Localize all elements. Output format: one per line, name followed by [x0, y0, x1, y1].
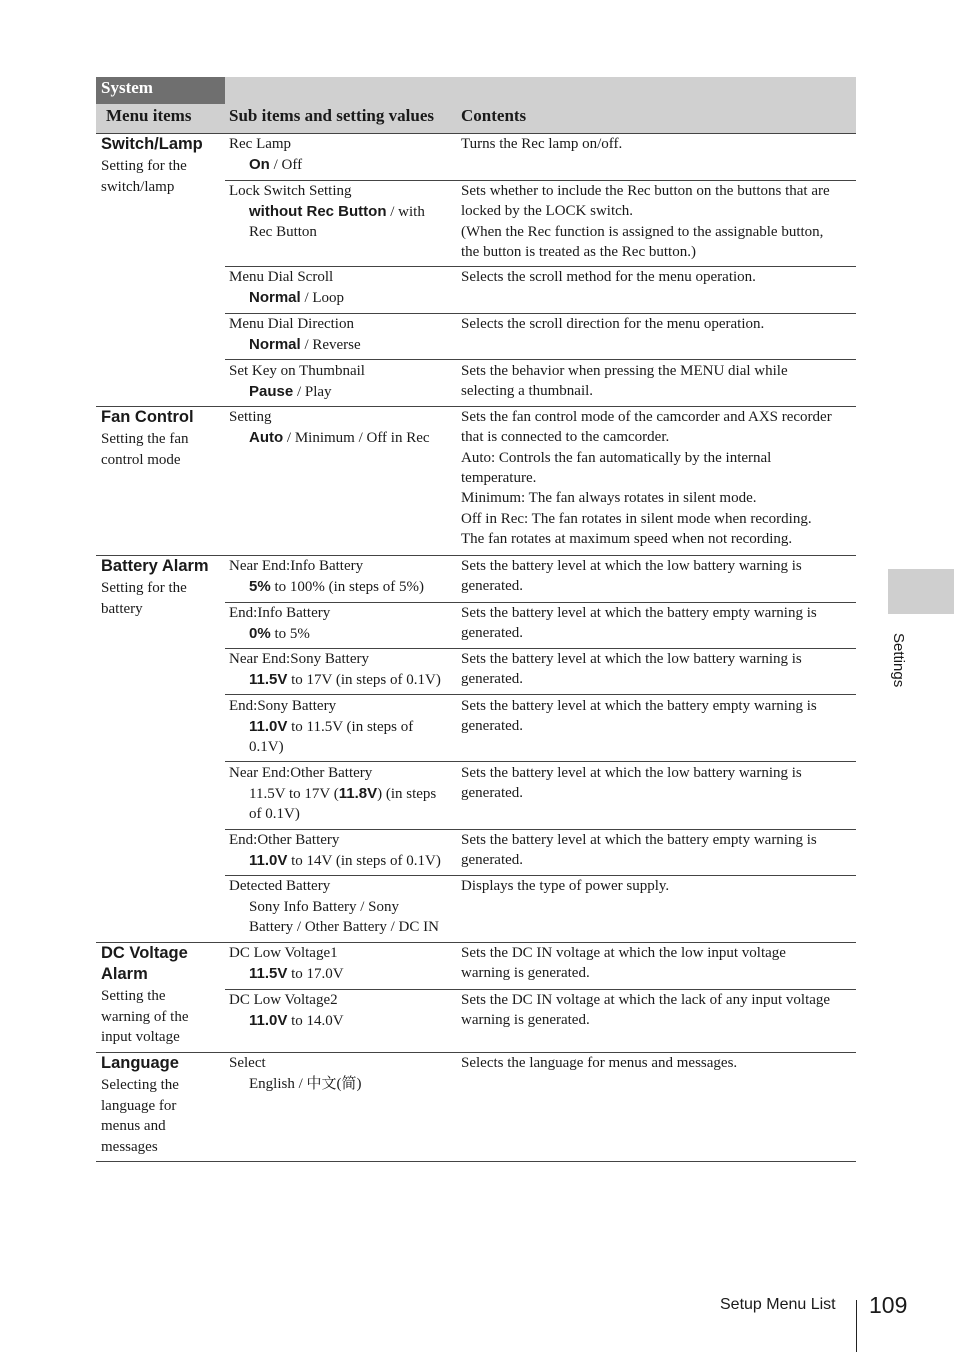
- header-menu-items: Menu items: [106, 106, 192, 125]
- group-description: Setting for the: [101, 580, 187, 596]
- setting-values-cont: of 0.1V): [249, 806, 300, 822]
- contents-line: Minimum: The fan always rotates in silent mode.: [461, 490, 757, 507]
- value-options: / Reverse: [300, 336, 361, 353]
- sub-item-name: End:Sony Battery: [229, 698, 337, 714]
- sub-item-name: Select: [229, 1055, 266, 1071]
- setting-values: [249, 428, 430, 449]
- group-description: language for: [101, 1097, 177, 1114]
- value-options: / Off: [269, 156, 303, 173]
- contents-line: The fan rotates at maximum speed when not recording.: [461, 530, 793, 547]
- setting-values: [249, 624, 310, 645]
- sub-item-name: Near End:Sony Battery: [229, 651, 369, 667]
- default-value: Pause: [249, 382, 294, 400]
- value-options: to 100% (in steps of 5%): [270, 578, 424, 595]
- group-title: Switch/Lamp: [101, 135, 203, 153]
- setting-values: [249, 1074, 362, 1095]
- contents-line: generated.: [461, 625, 524, 642]
- section-tab-label: Settings: [890, 633, 907, 688]
- contents-line: Selects the language for menus and messages.: [461, 1055, 738, 1071]
- setting-values-cont: Battery / Other Battery / DC IN: [249, 919, 439, 935]
- default-value: without Rec Button: [249, 202, 387, 220]
- contents-line: Sets the battery level at which the low battery warning is: [461, 651, 802, 667]
- setting-values-cont: Rec Button: [249, 224, 317, 240]
- setting-values: [249, 382, 332, 403]
- contents-line: Sets the battery level at which the battery empty warning is: [461, 832, 817, 848]
- contents-line: warning is generated.: [461, 1012, 590, 1029]
- value-options: ) (in steps: [377, 785, 437, 802]
- contents-line: selecting a thumbnail.: [461, 383, 594, 400]
- contents-line: Selects the scroll method for the menu operation.: [461, 269, 756, 285]
- setting-values-cont: 0.1V): [249, 739, 284, 755]
- contents-line: Sets the fan control mode of the camcorder and AXS recorder: [461, 409, 832, 425]
- contents-line: Sets the battery level at which the battery empty warning is: [461, 605, 817, 621]
- header-contents: Contents: [461, 106, 527, 125]
- contents-line: generated.: [461, 852, 524, 869]
- default-value: 5%: [249, 577, 271, 595]
- group-title: Alarm: [101, 965, 148, 983]
- footer-section-title: Setup Menu List: [720, 1296, 836, 1313]
- sub-item-name: End:Other Battery: [229, 832, 340, 848]
- row-divider: [225, 359, 856, 360]
- default-value: 11.8V: [338, 784, 378, 802]
- sub-item-name: Detected Battery: [229, 878, 331, 894]
- sub-item-name: Menu Dial Scroll: [229, 269, 334, 285]
- default-value: Auto: [249, 428, 284, 446]
- default-value: 11.0V: [249, 851, 288, 869]
- default-value: Normal: [249, 335, 301, 353]
- value-options: to 5%: [270, 625, 310, 642]
- value-options: to 14V (in steps of 0.1V): [287, 852, 441, 869]
- value-options: / Loop: [300, 289, 345, 306]
- group-description: control mode: [101, 451, 181, 468]
- contents-line: Sets whether to include the Rec button on the buttons that are: [461, 183, 830, 199]
- contents-line: temperature.: [461, 469, 537, 486]
- setting-values: [249, 155, 302, 176]
- group-description: Setting the: [101, 988, 166, 1004]
- setting-values: [249, 784, 436, 805]
- sub-item-name: Menu Dial Direction: [229, 316, 354, 332]
- contents-line: (When the Rec function is assigned to the assignable button,: [461, 223, 824, 240]
- setting-values: [249, 202, 425, 223]
- sub-item-name: Near End:Other Battery: [229, 765, 373, 781]
- sub-item-name: Near End:Info Battery: [229, 558, 364, 574]
- default-value: On: [249, 155, 270, 173]
- value-options: to 14.0V: [287, 1012, 344, 1029]
- sub-item-name: Set Key on Thumbnail: [229, 363, 365, 379]
- value-options: / with: [386, 203, 425, 220]
- default-value: 11.0V: [249, 1011, 288, 1029]
- row-divider: [96, 1161, 856, 1162]
- section-label: System: [101, 78, 153, 97]
- value-options: / Play: [293, 383, 332, 400]
- group-description: battery: [101, 600, 143, 617]
- default-value: Normal: [249, 288, 301, 306]
- sub-item-name: DC Low Voltage1: [229, 945, 338, 961]
- default-value: 11.5V: [249, 964, 288, 982]
- row-divider: [225, 694, 856, 695]
- contents-line: Turns the Rec lamp on/off.: [461, 136, 623, 152]
- sub-item-name: Setting: [229, 409, 272, 425]
- group-description: Setting for the: [101, 158, 187, 174]
- contents-line: generated.: [461, 785, 524, 802]
- value-options: English / 中文(简): [249, 1075, 362, 1092]
- group-description: warning of the: [101, 1008, 189, 1025]
- contents-line: that is connected to the camcorder.: [461, 429, 670, 446]
- group-description: menus and: [101, 1118, 166, 1134]
- setting-values: [249, 851, 441, 872]
- value-options: to 11.5V (in steps of: [287, 718, 414, 735]
- contents-line: Selects the scroll direction for the menu operation.: [461, 316, 765, 332]
- contents-line: Off in Rec: The fan rotates in silent mode when recording.: [461, 510, 812, 527]
- group-title: Fan Control: [101, 408, 194, 426]
- group-description: messages: [101, 1138, 158, 1155]
- group-title: Language: [101, 1054, 179, 1072]
- setting-values: [249, 288, 344, 309]
- setting-values: [249, 670, 441, 691]
- contents-line: Sets the DC IN voltage at which the lack of any input voltage: [461, 992, 831, 1008]
- value-options: / Minimum / Off in Rec: [283, 429, 430, 446]
- group-title: Battery Alarm: [101, 557, 209, 575]
- group-description: Setting the fan: [101, 431, 189, 447]
- default-value: 0%: [249, 624, 271, 642]
- section-tab: [888, 569, 954, 614]
- contents-line: Sets the battery level at which the low battery warning is: [461, 765, 802, 781]
- default-value: 11.0V: [249, 717, 288, 735]
- setting-values: [249, 717, 413, 738]
- page-number: 109: [869, 1292, 908, 1318]
- contents-line: the button is treated as the Rec button.): [461, 243, 696, 260]
- sub-item-name: Rec Lamp: [229, 136, 292, 152]
- group-description: switch/lamp: [101, 178, 175, 195]
- sub-item-name: End:Info Battery: [229, 605, 331, 621]
- row-divider: [225, 761, 856, 762]
- setting-values: [249, 577, 424, 598]
- contents-line: Sets the DC IN voltage at which the low input voltage: [461, 945, 786, 961]
- footer-divider: [856, 1300, 857, 1352]
- setting-values: [249, 1011, 344, 1032]
- setting-values: [249, 964, 344, 985]
- sub-item-name: Lock Switch Setting: [229, 183, 352, 199]
- contents-line: Sets the battery level at which the low battery warning is: [461, 558, 802, 574]
- sub-item-name: DC Low Voltage2: [229, 992, 338, 1008]
- contents-line: Displays the type of power supply.: [461, 878, 670, 894]
- contents-line: warning is generated.: [461, 965, 590, 982]
- setting-values: [249, 897, 399, 918]
- contents-line: generated.: [461, 578, 524, 595]
- contents-line: Sets the behavior when pressing the MENU dial while: [461, 363, 788, 379]
- value-options: Sony Info Battery / Sony: [249, 898, 399, 915]
- group-description: input voltage: [101, 1029, 180, 1045]
- contents-line: generated.: [461, 718, 524, 735]
- group-description: Selecting the: [101, 1077, 179, 1093]
- value-options: to 17V (in steps of 0.1V): [287, 671, 441, 688]
- setting-values: [249, 335, 361, 356]
- header-sub-items: Sub items and setting values: [229, 106, 434, 125]
- contents-line: Sets the battery level at which the battery empty warning is: [461, 698, 817, 714]
- group-title: DC Voltage: [101, 944, 188, 962]
- contents-line: locked by the LOCK switch.: [461, 203, 634, 220]
- contents-line: generated.: [461, 671, 524, 688]
- default-value: 11.5V: [249, 670, 288, 688]
- value-options: to 17.0V: [287, 965, 344, 982]
- value-prefix: 11.5V to 17V (: [249, 785, 339, 802]
- contents-line: Auto: Controls the fan automatically by the internal: [461, 449, 772, 466]
